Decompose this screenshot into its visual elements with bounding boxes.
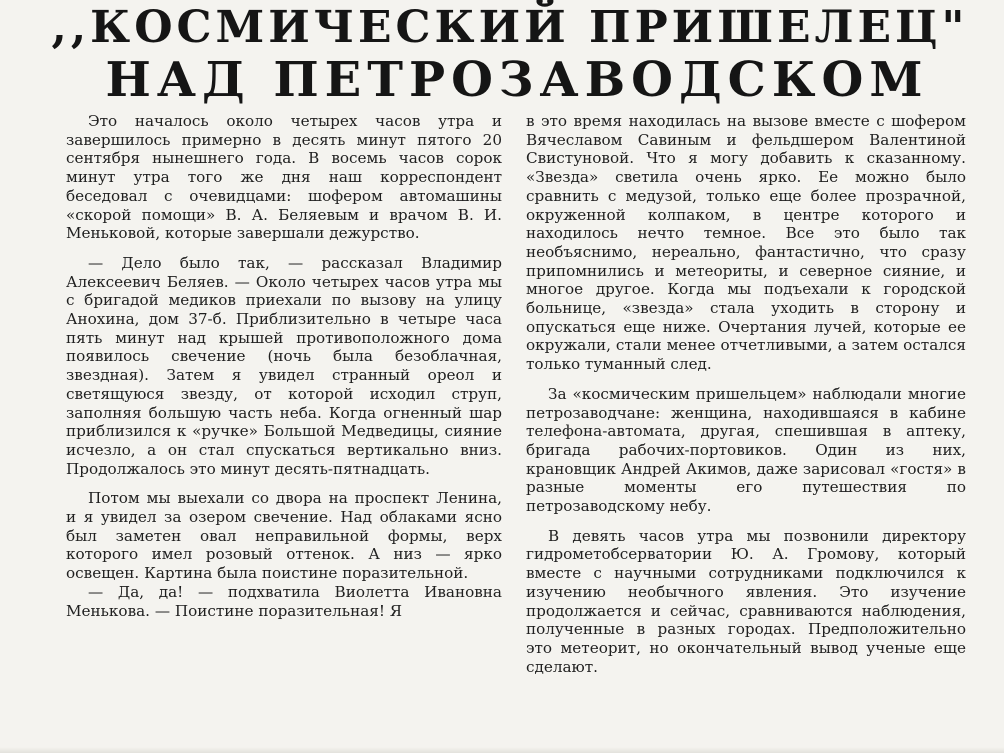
- paragraph: — Да, да! — подхватила Виолетта Ивановна Менькова. — Поистине поразительная! Я: [66, 582, 502, 620]
- article-column-left: [66, 112, 502, 620]
- paragraph: Это началось около четырех часов утра и завершилось примерно в десять минут пятого 20 сентября нынешнего года. В восемь часов сорок минут утра того же дня наш корреспондент беседовал с очевидцами: шофером автомашины «скорой помощи» В. А. Беляевым и врачом В. И. Меньковой, которые завершали дежурство.: [66, 112, 502, 243]
- headline-line-1: ,,КОСМИЧЕСКИЙ ПРИШЕЛЕЦ": [51, 2, 969, 53]
- article-column-right: [526, 112, 966, 676]
- paragraph: — Дело было так, — рассказал Владимир Алексеевич Беляев. — Около четырех часов утра мы с бригадой медиков приехали по вызову на улицу Анохина, дом 37-б. Приблизительно в четыре часа пять минут над крышей противоположного дома появилось свечение (ночь была безоблачная, звездная). Затем я увидел странный ореол и светящуюся звезду, от которой исходил струп, заполняя большую часть неба. Когда огненный шар приблизился к «ручке» Большой Медведицы, сияние исчезло, а он стал спускаться вертикально вниз. Продолжалось это минут десять-пятнадцать.: [66, 253, 502, 478]
- headline: [0, 2, 1004, 106]
- paragraph: За «космическим пришельцем» наблюдали многие петрозаводчане: женщина, находившаяся в кабине телефона-автомата, другая, спешившая в аптеку, бригада рабочих-портовиков. Один из них, крановщик Андрей Акимов, даже зарисовал «гостя» в разные моменты его путешествия по петрозаводскому небу.: [526, 384, 966, 516]
- paragraph: в это время находилась на вызове вместе с шофером Вячеславом Савиным и фельдшером Валентиной Свистуновой. Что я могу добавить к сказанному. «Звезда» светила очень ярко. Ее можно было сравнить с медузой, только еще более прозрачной, окруженной колпаком, в центре которого и находилось нечто темное. Все это было так необъяснимо, нереально, фантастично, что сразу припомнились и метеориты, и северное сияние, и многое другое. Когда мы подъехали к городской больнице, «звезда» стала уходить в сторону и опускаться еще ниже. Очертания лучей, которые ее окружали, стали менее отчетливыми, а затем остался только туманный след.: [526, 112, 966, 374]
- paragraph: Потом мы выехали со двора на проспект Ленина, и я увидел за озером свечение. Над облаками ясно был заметен овал неправильной формы, верх которого имел розовый оттенок. А низ — ярко освещен. Картина была поистине поразительной.: [66, 489, 502, 583]
- paragraph: В девять часов утра мы позвонили директору гидрометобсерватории Ю. А. Громову, который вместе с научными сотрудниками подключился к изучению необычного явления. Это изучение продолжается и сейчас, сравниваются наблюдения, полученные в разных городах. Предположительно это метеорит, но окончательный вывод ученые еще сделают.: [526, 526, 966, 676]
- scan-edge: [0, 747, 1004, 753]
- headline-line-2: НАД ПЕТРОЗАВОДСКОМ: [105, 52, 929, 108]
